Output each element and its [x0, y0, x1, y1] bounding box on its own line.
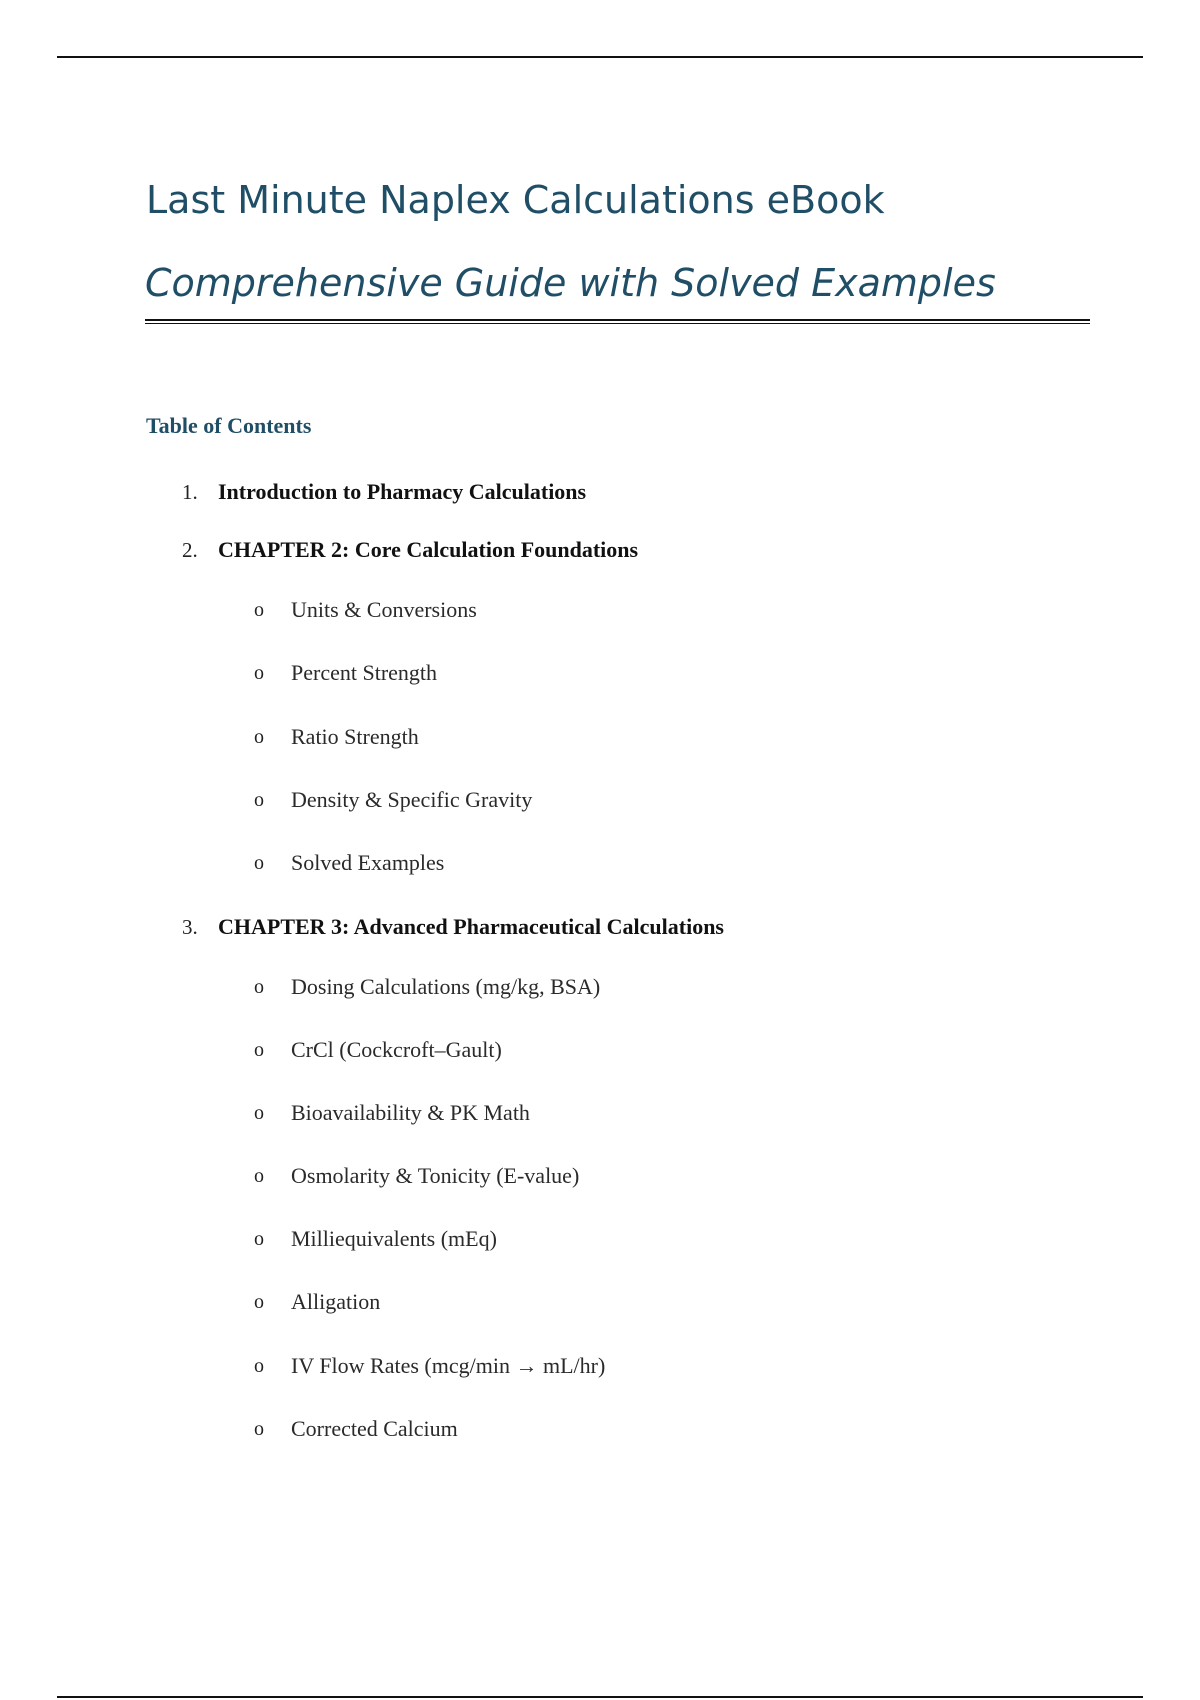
bullet-icon: o [254, 852, 264, 874]
toc-subentry[interactable]: Bioavailability & PK Math [291, 1100, 530, 1125]
page-top-rule [57, 56, 1143, 58]
bullet-icon: o [254, 1228, 264, 1250]
bullet-icon: o [254, 789, 264, 811]
chapter-2-number: 2. [182, 538, 198, 562]
toc-subentry[interactable]: Osmolarity & Tonicity (E-value) [291, 1163, 580, 1188]
toc-subentry[interactable]: Alligation [291, 1289, 381, 1314]
bullet-icon: o [254, 1165, 264, 1187]
toc-subentry[interactable]: Percent Strength [291, 660, 438, 685]
toc-subentry[interactable]: Solved Examples [291, 850, 445, 875]
toc-subentry[interactable]: Corrected Calcium [291, 1416, 458, 1441]
title-double-underline [145, 319, 1090, 324]
toc-subentry[interactable]: Ratio Strength [291, 724, 419, 749]
toc-heading: Table of Contents [146, 413, 312, 438]
toc-subentry[interactable]: IV Flow Rates (mcg/min → mL/hr) [291, 1353, 606, 1378]
bullet-icon: o [254, 599, 264, 621]
toc-subentry[interactable]: Density & Specific Gravity [291, 787, 533, 812]
toc-subentry[interactable]: Dosing Calculations (mg/kg, BSA) [291, 974, 601, 999]
bullet-icon: o [254, 662, 264, 684]
chapter-1-number: 1. [182, 480, 198, 504]
toc-entry-chapter-3[interactable]: CHAPTER 3: Advanced Pharmaceutical Calculations [218, 914, 724, 939]
bullet-icon: o [254, 1418, 264, 1440]
bullet-icon: o [254, 1102, 264, 1124]
bullet-icon: o [254, 1355, 264, 1377]
toc-entry-chapter-1[interactable]: Introduction to Pharmacy Calculations [218, 479, 587, 504]
document-subtitle: Comprehensive Guide with Solved Examples [145, 261, 996, 305]
toc-subentry[interactable]: CrCl (Cockcroft–Gault) [291, 1037, 502, 1062]
toc-entry-chapter-2[interactable]: CHAPTER 2: Core Calculation Foundations [218, 537, 639, 562]
page-bottom-rule [57, 1696, 1143, 1698]
toc-subentry[interactable]: Milliequivalents (mEq) [291, 1226, 497, 1251]
bullet-icon: o [254, 1039, 264, 1061]
bullet-icon: o [254, 976, 264, 998]
bullet-icon: o [254, 726, 264, 748]
bullet-icon: o [254, 1291, 264, 1313]
document-title: Last Minute Naplex Calculations eBook [146, 178, 885, 222]
chapter-3-number: 3. [182, 915, 198, 939]
toc-subentry[interactable]: Units & Conversions [291, 597, 477, 622]
